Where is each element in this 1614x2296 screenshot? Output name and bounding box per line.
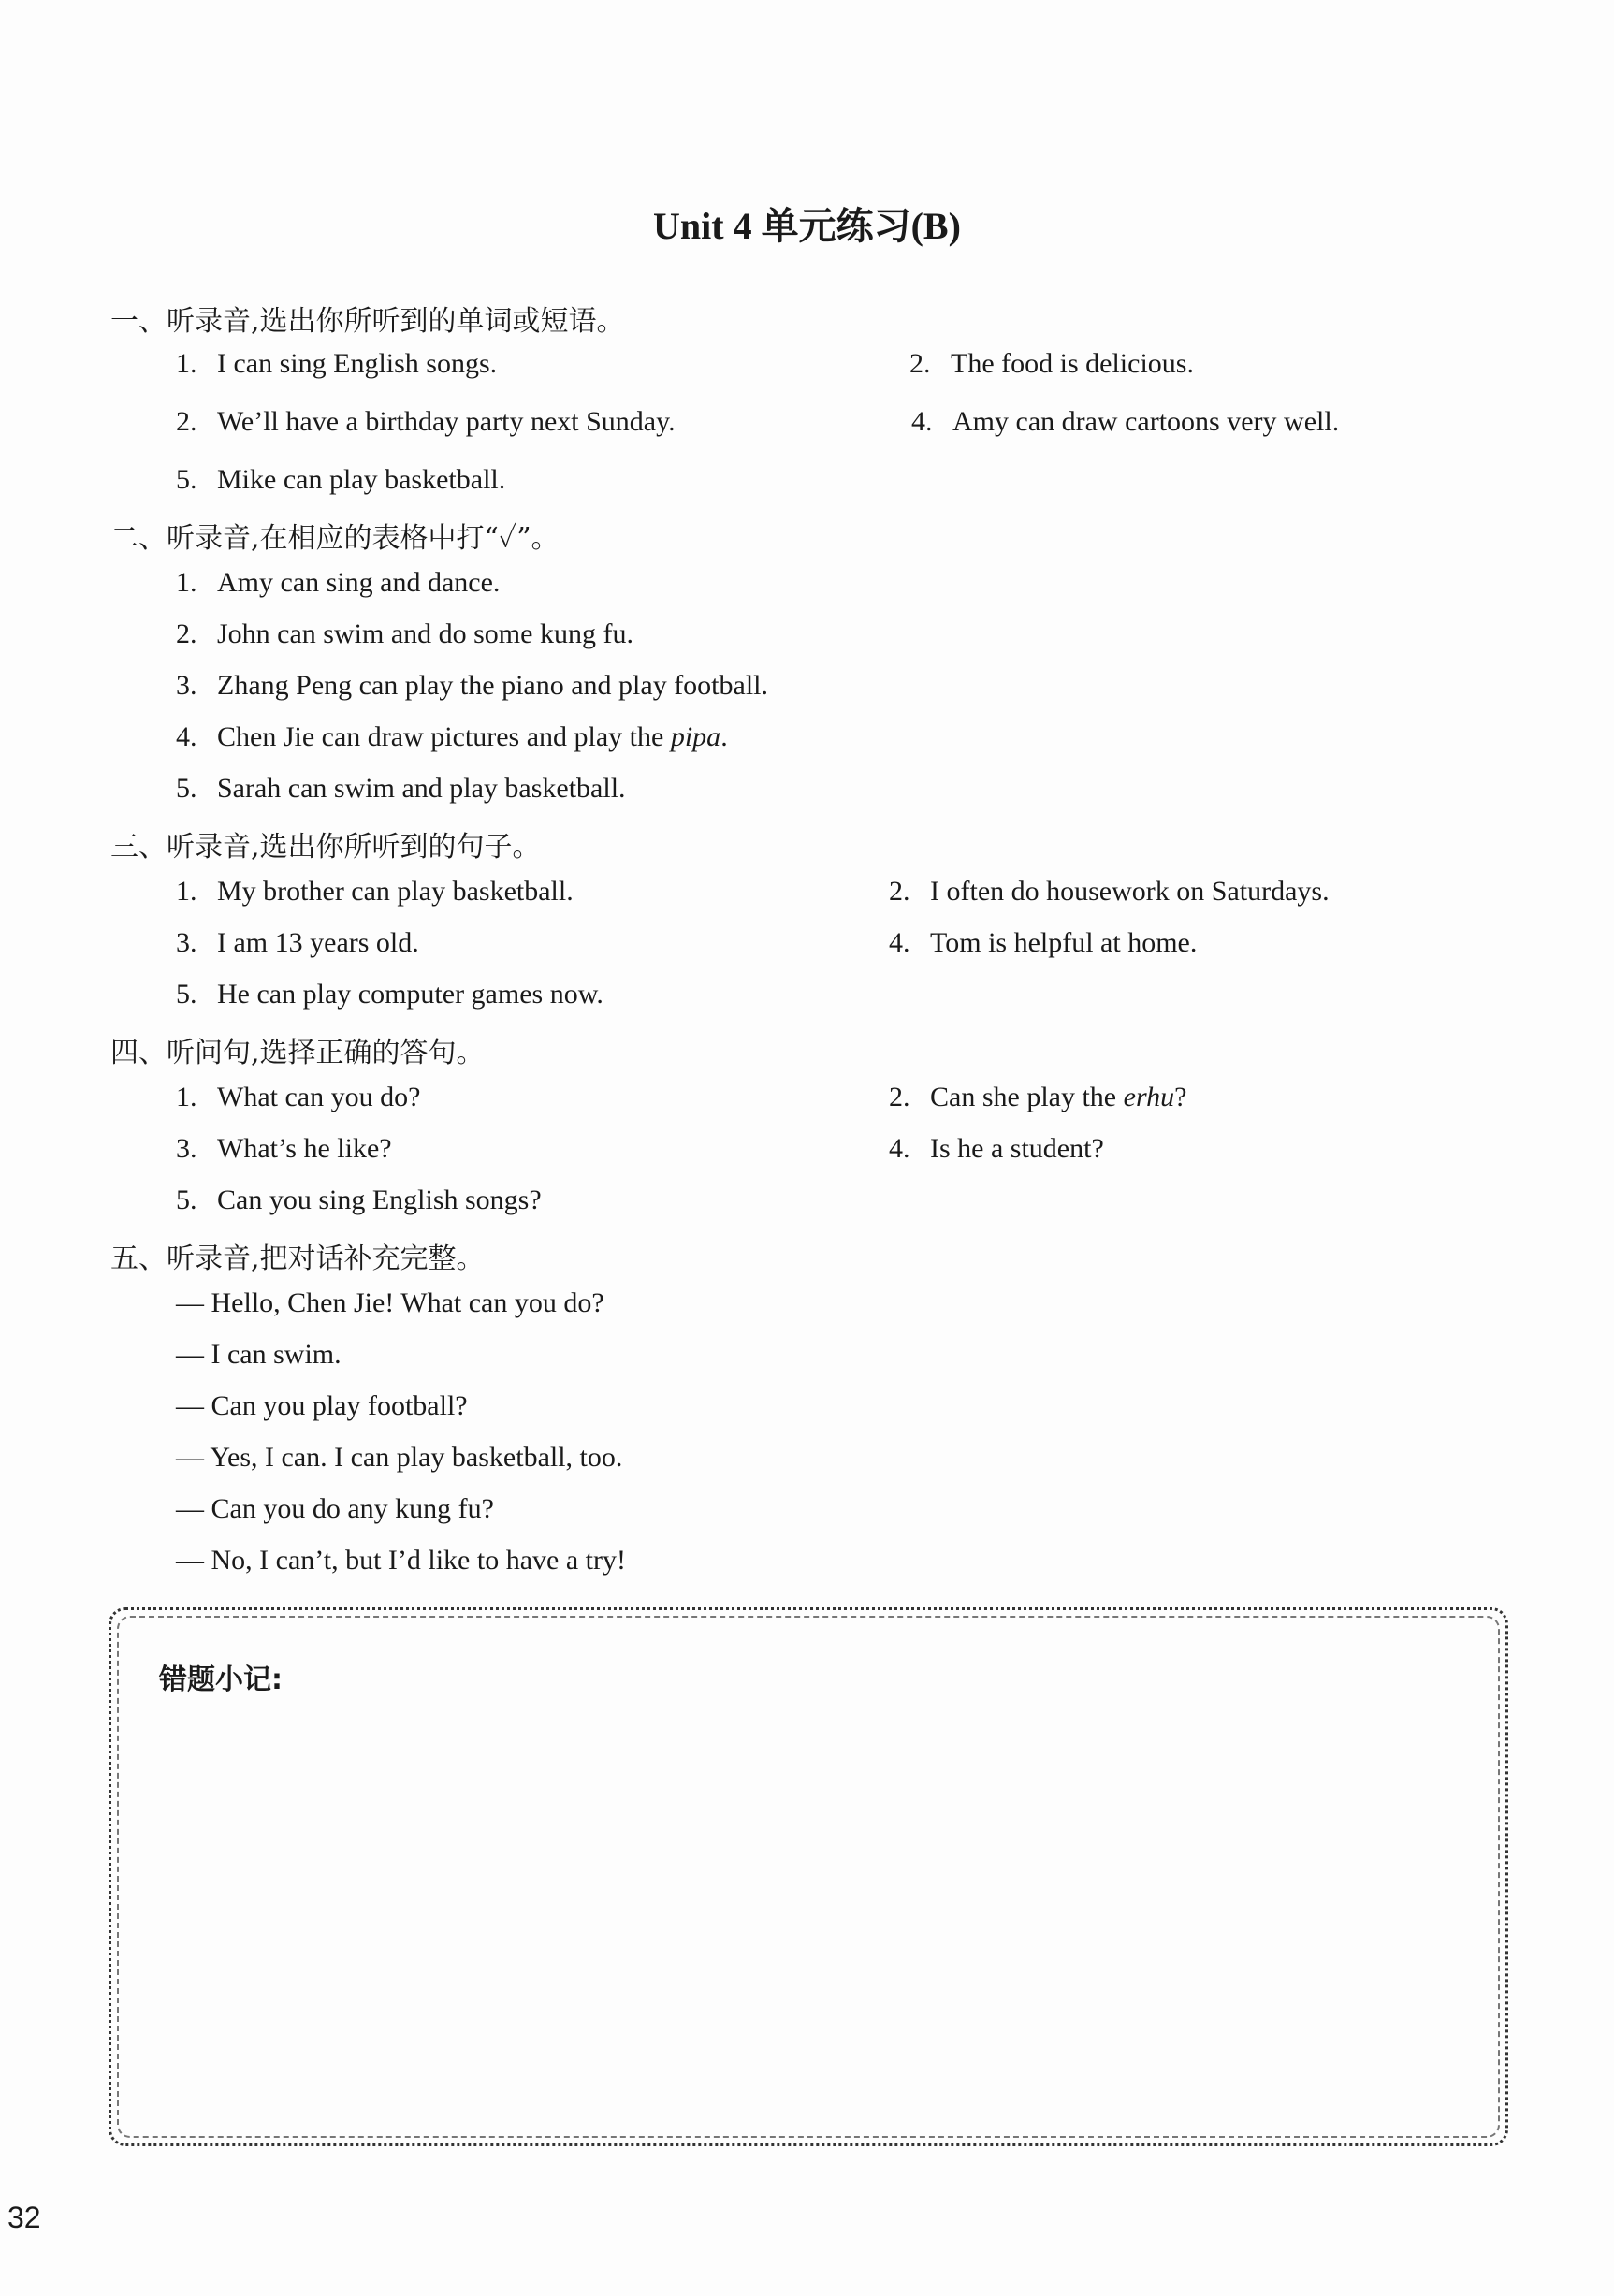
item-text: I often do housework on Saturdays.	[930, 876, 1330, 907]
item-number: 2.	[176, 618, 197, 649]
item-number: 1.	[176, 1082, 197, 1112]
item-text: Can you sing English songs?	[217, 1184, 542, 1215]
s4-item-2	[889, 1082, 1186, 1113]
error-notes-box	[109, 1607, 1508, 2146]
item-tail: .	[720, 721, 728, 752]
item-number: 5.	[176, 979, 197, 1010]
s1-item-1	[176, 348, 497, 380]
item-number: 5.	[176, 1184, 197, 1215]
item-number: 4.	[889, 927, 910, 958]
item-number: 3.	[176, 927, 197, 958]
item-italic: pipa	[670, 721, 721, 752]
item-text: Tom is helpful at home.	[930, 927, 1198, 958]
item-text: Is he a student?	[930, 1133, 1104, 1164]
dialogue-line-3: — Can you play football?	[176, 1390, 468, 1421]
dialogue-line-4: — Yes, I can. I can play basketball, too.	[176, 1442, 623, 1473]
dialogue-line-2: — I can swim.	[176, 1339, 342, 1370]
item-number: 4.	[176, 721, 197, 752]
page-title: Unit 4 单元练习(B)	[653, 205, 961, 247]
item-tail: ?	[1174, 1082, 1187, 1112]
section-5-heading: 五、听录音,把对话补充完整。	[110, 1242, 485, 1275]
section-3-heading: 三、听录音,选出你所听到的句子。	[110, 831, 541, 864]
s3-item-2	[889, 876, 1330, 908]
item-number: 4.	[889, 1133, 910, 1164]
s3-item-5	[176, 979, 603, 1010]
item-number: 1.	[176, 348, 197, 379]
s2-item-5	[176, 773, 626, 805]
s4-item-4	[889, 1133, 1104, 1165]
s1-item-3	[176, 406, 676, 438]
item-number: 2.	[889, 1082, 910, 1112]
error-notes-label: 错题小记:	[159, 1664, 283, 1696]
item-text: Chen Jie can draw pictures and play the	[217, 721, 671, 752]
item-text: I can sing English songs.	[217, 348, 498, 379]
item-number: 5.	[176, 773, 197, 804]
s1-item-5	[176, 464, 505, 496]
item-text: Can she play the	[930, 1082, 1124, 1112]
item-text: What can you do?	[217, 1082, 421, 1112]
s2-item-1	[176, 567, 500, 599]
item-text: John can swim and do some kung fu.	[217, 618, 633, 649]
item-text: We’ll have a birthday party next Sunday.	[217, 406, 676, 437]
item-number: 2.	[909, 348, 931, 379]
section-4-heading: 四、听问句,选择正确的答句。	[110, 1037, 485, 1069]
s4-item-3	[176, 1133, 392, 1165]
s1-item-4	[911, 406, 1339, 438]
error-notes-box-inner-border	[117, 1616, 1500, 2138]
item-text: Zhang Peng can play the piano and play football.	[217, 670, 768, 701]
s3-item-4	[889, 927, 1197, 959]
item-number: 2.	[176, 406, 197, 437]
dialogue-line-5: — Can you do any kung fu?	[176, 1493, 494, 1524]
item-text: I am 13 years old.	[217, 927, 419, 958]
s1-item-2	[909, 348, 1194, 380]
item-italic: erhu	[1123, 1082, 1175, 1112]
item-number: 3.	[176, 670, 197, 701]
item-text: My brother can play basketball.	[217, 876, 574, 907]
item-number: 1.	[176, 876, 197, 907]
item-text: Sarah can swim and play basketball.	[217, 773, 626, 804]
s2-item-4	[176, 721, 728, 753]
item-text: Amy can sing and dance.	[217, 567, 501, 598]
item-text: Mike can play basketball.	[217, 464, 506, 495]
dialogue-line-6: — No, I can’t, but I’d like to have a try!	[176, 1545, 626, 1576]
item-text: What’s he like?	[217, 1133, 392, 1164]
s4-item-5	[176, 1184, 542, 1216]
item-number: 1.	[176, 567, 197, 598]
item-number: 2.	[889, 876, 910, 907]
page-number: 32	[7, 2201, 41, 2234]
s2-item-3	[176, 670, 768, 702]
item-text: He can play computer games now.	[217, 979, 603, 1010]
item-number: 3.	[176, 1133, 197, 1164]
dialogue-line-1: — Hello, Chen Jie! What can you do?	[176, 1287, 604, 1318]
item-number: 4.	[911, 406, 933, 437]
item-text: Amy can draw cartoons very well.	[952, 406, 1340, 437]
item-number: 5.	[176, 464, 197, 495]
section-2-heading: 二、听录音,在相应的表格中打“✓”。	[110, 522, 560, 555]
item-text: The food is delicious.	[951, 348, 1194, 379]
section-1-heading: 一、听录音,选出你所听到的单词或短语。	[110, 305, 625, 338]
s3-item-1	[176, 876, 574, 908]
s3-item-3	[176, 927, 419, 959]
s2-item-2	[176, 618, 633, 650]
s4-item-1	[176, 1082, 420, 1113]
